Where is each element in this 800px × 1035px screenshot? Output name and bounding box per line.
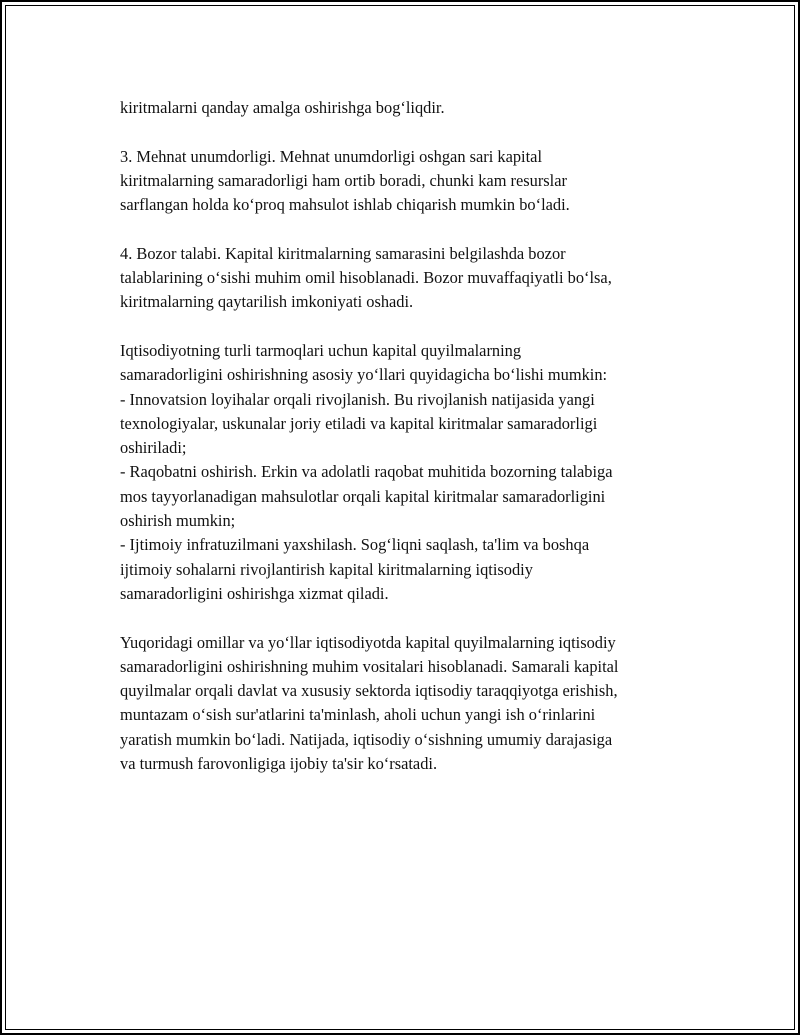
text-line: 3. Mehnat unumdorligi. Mehnat unumdorligi oshgan sari kapital — [120, 146, 542, 166]
list-item-line: texnologiyalar, uskunalar joriy etiladi va kapital kiritmalar samaradorligi — [120, 413, 598, 433]
paragraph-market-demand — [120, 242, 690, 315]
text-line: kiritmalarning qaytarilish imkoniyati oshadi. — [120, 292, 414, 312]
text-line: kiritmalarni qanday amalga oshirishga bog‘liqdir. — [120, 98, 445, 117]
list-item-line: - Raqobatni oshirish. Erkin va adolatli raqobat muhitida bozorning talabiga — [120, 462, 613, 482]
list-item-line: - Innovatsion loyihalar orqali rivojlanish. Bu rivojlanish natijasida yangi — [120, 389, 595, 409]
list-item-line: mos tayyorlanadigan mahsulotlar orqali kapital kiritmalar samaradorligini — [120, 486, 606, 506]
paragraph-continuation — [120, 96, 690, 120]
list-item-line: ijtimoiy sohalarni rivojlantirish kapital kiritmalarning iqtisodiy — [120, 559, 533, 579]
text-line: Iqtisodiyotning turli tarmoqlari uchun kapital quyilmalarning — [120, 340, 522, 360]
paragraph-labor-productivity — [120, 145, 690, 218]
paragraph-gap — [120, 315, 690, 339]
text-line: sarflangan holda ko‘proq mahsulot ishlab chiqarish mumkin bo‘ladi. — [120, 195, 570, 215]
text-line: va turmush farovonligiga ijobiy ta'sir ko‘rsatadi. — [120, 754, 438, 774]
text-line: 4. Bozor talabi. Kapital kiritmalarning samarasini belgilashda bozor — [120, 243, 566, 263]
text-line: Yuqoridagi omillar va yo‘llar iqtisodiyotda kapital quyilmalarning iqtisodiy — [120, 632, 616, 652]
text-line: samaradorligini oshirishning asosiy yo‘llari quyidagicha bo‘lishi mumkin: — [120, 365, 608, 385]
text-line: quyilmalar orqali davlat va xususiy sektorda iqtisodiy taraqqiyotga erishish, — [120, 681, 618, 701]
document-body — [120, 96, 690, 776]
paragraph-gap — [120, 217, 690, 241]
paragraph-gap — [120, 606, 690, 630]
list-item-line: oshiriladi; — [120, 438, 187, 458]
text-line: talablarining o‘sishi muhim omil hisoblanadi. Bozor muvaffaqiyatli bo‘lsa, — [120, 268, 612, 288]
paragraph-gap — [120, 120, 690, 144]
paragraph-conclusion — [120, 631, 690, 777]
text-line: muntazam o‘sish sur'atlarini ta'minlash, aholi uchun yangi ish o‘rinlarini — [120, 705, 596, 725]
list-item-line: - Ijtimoiy infratuzilmani yaxshilash. Sog‘liqni saqlash, ta'lim va boshqa — [120, 535, 590, 555]
list-item-line: oshirish mumkin; — [120, 511, 236, 531]
text-line: kiritmalarning samaradorligi ham ortib boradi, chunki kam resurslar — [120, 170, 567, 190]
list-item-line: samaradorligini oshirishga xizmat qiladi. — [120, 583, 389, 603]
text-line: samaradorligini oshirishning muhim vositalari hisoblanadi. Samarali kapital — [120, 656, 619, 676]
text-line: yaratish mumkin bo‘ladi. Natijada, iqtisodiy o‘sishning umumiy darajasiga — [120, 729, 613, 749]
paragraph-efficiency-ways — [120, 339, 690, 606]
